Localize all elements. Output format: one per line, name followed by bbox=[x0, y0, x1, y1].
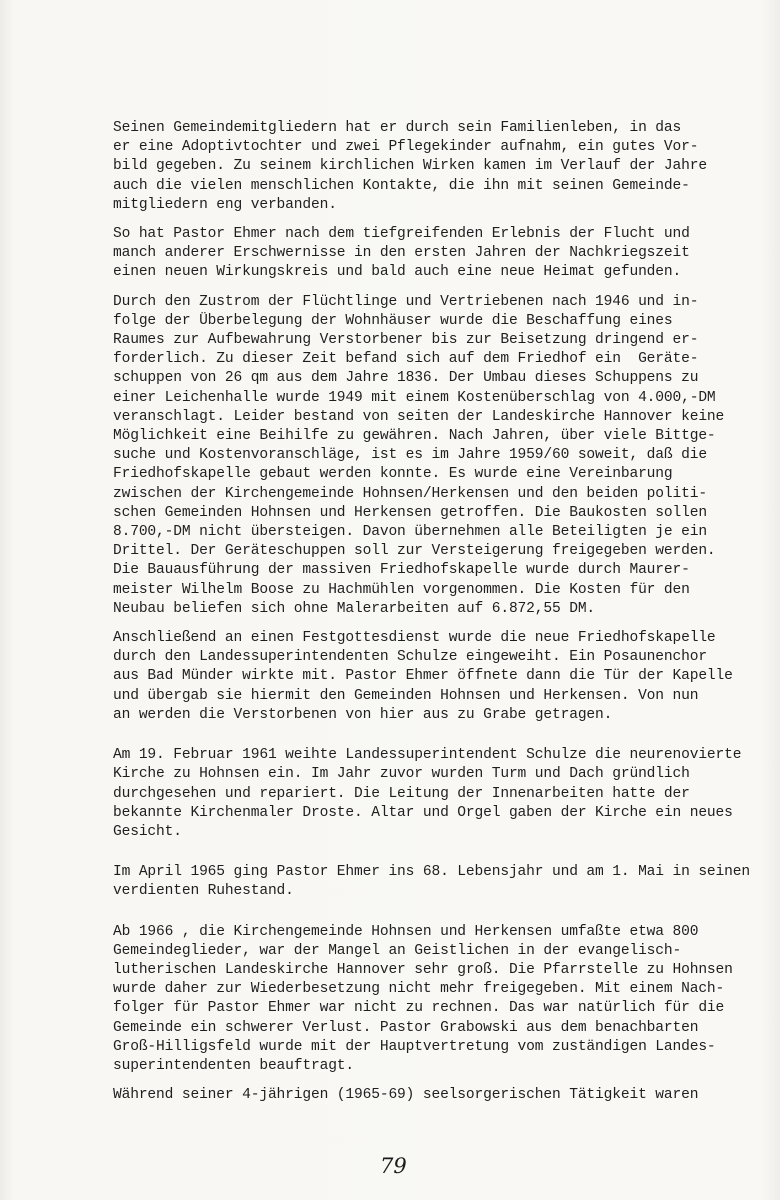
paragraph-vacancy: Ab 1966 , die Kirchengemeinde Hohnsen und Herkensen umfaßte etwa 800 Gemeindeglieder, war der Mangel an Geistlichen in der evangelisch- lutherischen Landeskirche Hannover sehr groß. Die Pfarrstelle zu Hohnsen wurde daher zur Wiederbesetzung nicht mehr freigegeben. Mit einem Nach- folger für Pastor Ehmer war nicht zu rechnen. Das war natürlich für die Gemeinde ein schwerer Verlust. Pastor Grabowski aus dem benachbarten Groß-Hilligsfeld wurde mit der Hauptvertretung vom zuständigen Landes- superintendenten beauftragt. bbox=[113, 923, 733, 1074]
paragraph-family-life: Seinen Gemeindemitgliedern hat er durch sein Familienleben, in das er eine Adoptivtochter und zwei Pflegekinder aufnahm, ein gutes Vor- bild gegeben. Zu seinem kirchlichen Wirken kamen im Verlauf der Jahre auch die vielen menschlichen Kontakte, die ihn mit seinen Gemeinde- mitgliedern eng verbanden. bbox=[113, 120, 707, 213]
paragraph-new-home: So hat Pastor Ehmer nach dem tiefgreifenden Erlebnis der Flucht und manch anderer Erschwernisse in den ersten Jahren der Nachkriegszeit einen neuen Wirkungskreis und bald auch eine neue Heimat gefunden. bbox=[113, 226, 690, 281]
body-text bbox=[113, 119, 763, 1105]
paragraph-grabowski: Während seiner 4-jährigen (1965-69) seelsorgerischen Tätigkeit waren bbox=[113, 1087, 699, 1104]
paragraph-church-renovation: Am 19. Februar 1961 weihte Landessuperintendent Schulze die neurenovierte Kirche zu Hohnsen ein. Im Jahr zuvor wurden Turm und Dach gründlich durchgesehen und repariert. Die Leitung der Innenarbeiten hatte der bekannte Kirchenmaler Droste. Altar und Orgel gaben der Kirche ein neues Gesicht. bbox=[113, 747, 742, 840]
paragraph-chapel-consecration: Anschließend an einen Festgottesdienst wurde die neue Friedhofskapelle durch den Landessuperintendenten Schulze eingeweiht. Ein Posaunenchor aus Bad Münder wirkte mit. Pastor Ehmer öffnete dann die Tür der Kapelle und übergab sie hiermit den Gemeinden Hohnsen und Herkensen. Von nun an werden die Verstorbenen von hier aus zu Grabe getragen. bbox=[113, 630, 733, 723]
page-number: 79 bbox=[380, 1154, 407, 1178]
paragraph-cemetery-chapel: Durch den Zustrom der Flüchtlinge und Vertriebenen nach 1946 und in- folge der Überbelegung der Wohnhäuser wurde die Beschaffung eines Raumes zur Aufbewahrung Verstorbener bis zur Beisetzung dringend er- forderlich. Zu dieser Zeit befand sich auf dem Friedhof ein Geräte- schuppen von 26 qm aus dem Jahre 1836. Der Umbau dieses Schuppens zu einer Leichenhalle wurde 1949 mit einem Kostenüberschlag von 4.000,-DM veranschlagt. Leider bestand von seiten der Landeskirche Hannover keine Möglichkeit eine Beihilfe zu gewähren. Nach Jahren, über viele Bittge- suche und Kostenvoranschläge, ist es im Jahre 1959/60 soweit, daß die Friedhofskapelle gebaut werden konnte. Es wurde eine Vereinbarung zwischen der Kirchengemeinde Hohnsen/Herkensen und den beiden politi- schen Gemeinden Hohnsen und Herkensen getroffen. Die Baukosten sollen 8.700,-DM nicht übersteigen. Davon übernehmen alle Beteiligten je ein Drittel. Der Geräteschuppen soll zur Versteigerung freigegeben werden. Die Bauausführung der massiven Friedhofskapelle wurde durch Maurer- meister Wilhelm Boose zu Hachmühlen vorgenommen. Die Kosten für den Neubau beliefen sich ohne Malerarbeiten auf 6.872,55 DM. bbox=[113, 293, 725, 617]
paragraph-retirement: Im April 1965 ging Pastor Ehmer ins 68. Lebensjahr und am 1. Mai in seinen verdienten Ruhestand. bbox=[113, 864, 750, 900]
